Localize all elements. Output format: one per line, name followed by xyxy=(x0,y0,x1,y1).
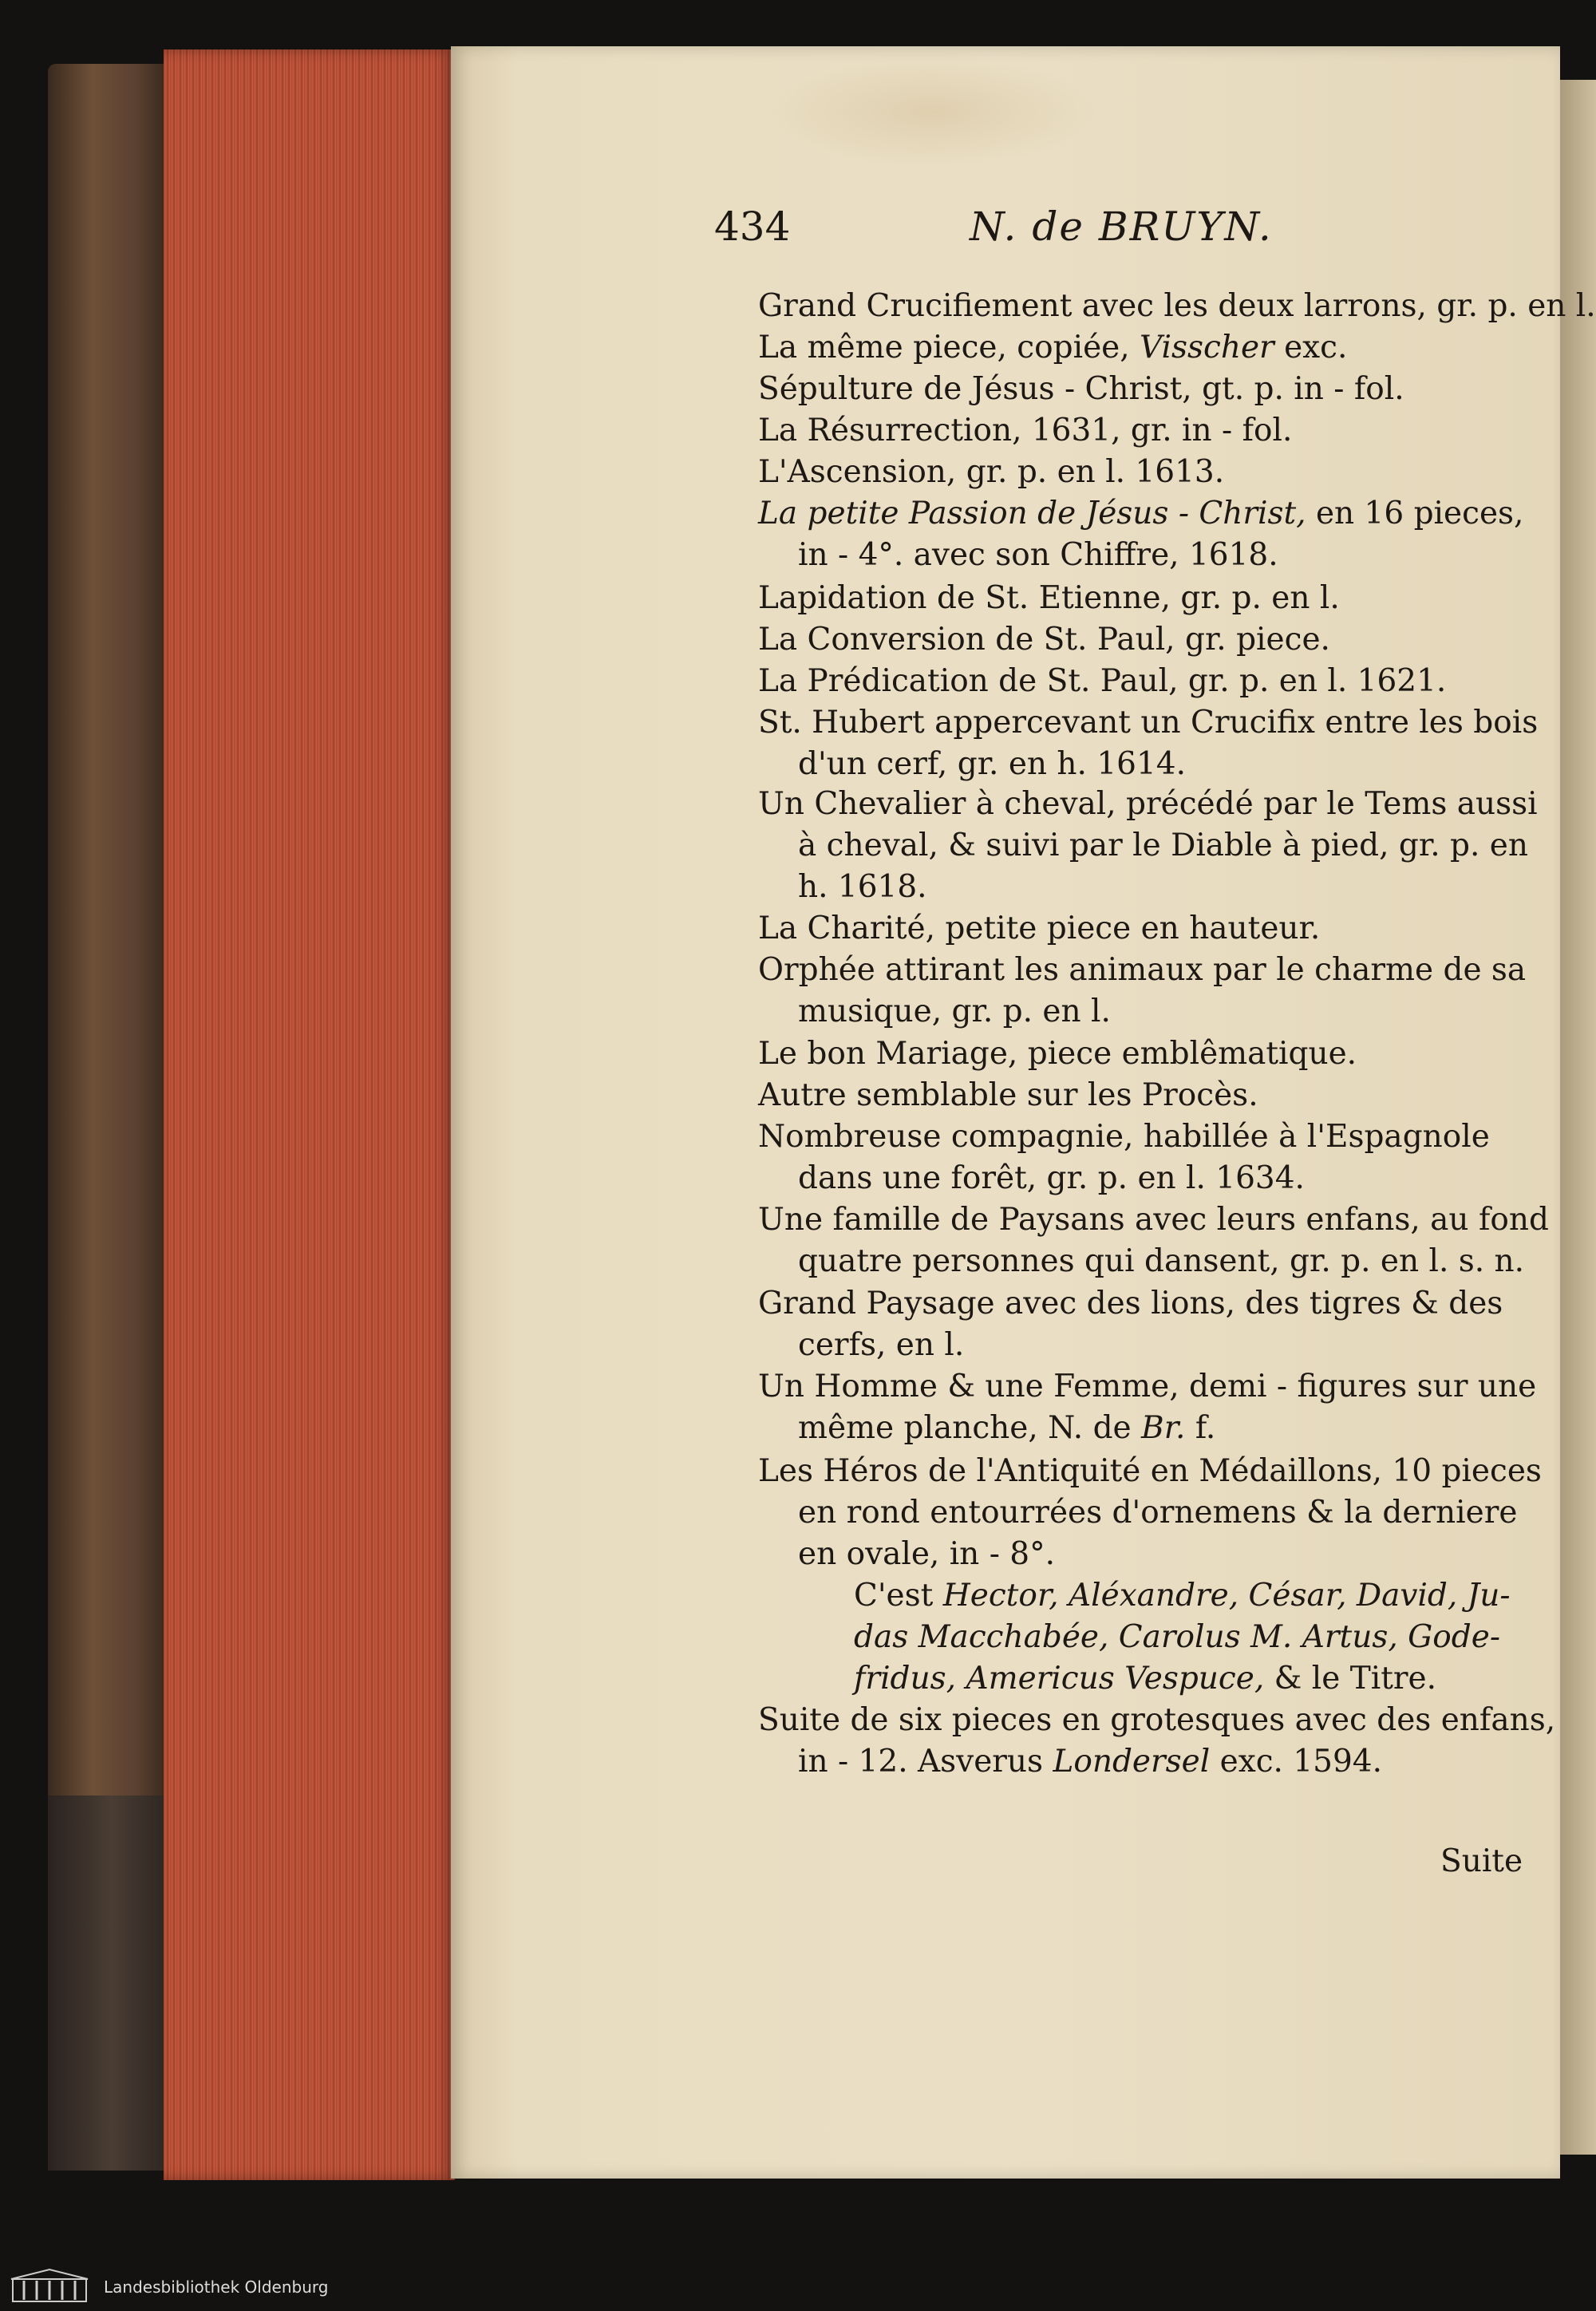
italic-segment: fridus, Americus Vespuce, xyxy=(854,1661,1265,1697)
text-segment: exc. xyxy=(1274,330,1348,365)
catalogue-entry xyxy=(758,702,1539,785)
text-segment: La Conversion de St. Paul, gr. piece. xyxy=(758,622,1330,658)
text-segment: Une famille de Paysans avec leurs enfans, au fond xyxy=(758,1202,1549,1238)
text-segment: Orphée attirant les animaux par le charme de sa xyxy=(758,952,1527,988)
catalogue-entry xyxy=(758,950,1527,1033)
text-segment: in - 12. Asverus xyxy=(798,1744,1053,1780)
entry-line xyxy=(758,1366,1537,1408)
text-segment: h. 1618. xyxy=(798,869,927,905)
catchword: Suite xyxy=(1440,1843,1523,1879)
text-segment: f. xyxy=(1185,1410,1216,1446)
entry-line xyxy=(758,1283,1524,1325)
italic-segment: Visscher xyxy=(1140,330,1274,365)
catalogue-entry xyxy=(758,1199,1549,1282)
text-segment: Nombreuse compagnie, habillée à l'Espagnole xyxy=(758,1119,1490,1155)
entry-line xyxy=(758,1325,1524,1366)
entry-line xyxy=(758,286,1596,327)
entry-line xyxy=(758,1700,1556,1741)
entry-line xyxy=(758,1741,1524,1783)
entry-line xyxy=(758,1451,1542,1492)
text-segment: en rond entourrées d'ornemens & la derniere xyxy=(798,1495,1518,1531)
text-segment: Le bon Mariage, piece emblêmatique. xyxy=(758,1036,1357,1072)
text-segment: & le Titre. xyxy=(1264,1661,1436,1697)
text-segment: quatre personnes qui dansent, gr. p. en l. s. n. xyxy=(798,1243,1525,1279)
catalogue-entry xyxy=(758,452,1524,493)
text-segment: Grand Paysage avec des lions, des tigres & des xyxy=(758,1286,1503,1321)
entry-line xyxy=(758,493,1524,535)
book-cover-band xyxy=(48,1795,176,2171)
text-segment: C'est xyxy=(854,1578,943,1614)
catalogue-entry xyxy=(758,661,1524,702)
text-segment: à cheval, & suivi par le Diable à pied, gr. p. en xyxy=(798,828,1528,863)
entry-line xyxy=(758,702,1539,744)
entry-line xyxy=(758,1033,1524,1075)
text-segment: Grand Crucifiement avec les deux larrons, gr. p. en l. xyxy=(758,288,1596,324)
text-segment: L'Ascension, gr. p. en l. 1613. xyxy=(758,454,1225,490)
catalogue-entry xyxy=(758,327,1524,369)
italic-segment: das Macchabée, Carolus M. Artus, Gode- xyxy=(854,1619,1500,1655)
italic-segment: Londersel xyxy=(1053,1744,1211,1780)
text-segment: in - 4°. avec son Chiffre, 1618. xyxy=(798,537,1278,573)
catalogue-entry xyxy=(758,369,1524,410)
entry-line xyxy=(758,1492,1524,1534)
catalogue-entry xyxy=(758,908,1524,950)
entry-line xyxy=(758,535,1524,576)
catalogue-entry xyxy=(758,493,1524,576)
text-segment: La Résurrection, 1631, gr. in - fol. xyxy=(758,413,1293,448)
entry-line xyxy=(758,1199,1549,1241)
entry-line xyxy=(758,369,1524,410)
text-segment: dans une forêt, gr. p. en l. 1634. xyxy=(798,1160,1305,1196)
catalogue-entry xyxy=(758,1283,1524,1366)
entry-line xyxy=(758,1658,1524,1700)
entry-line xyxy=(758,784,1538,825)
catalogue-entry xyxy=(758,410,1524,452)
entry-line xyxy=(758,1617,1524,1658)
text-segment: Sépulture de Jésus - Christ, gt. p. in - fol. xyxy=(758,371,1404,407)
entry-line xyxy=(758,619,1524,661)
entry-line xyxy=(758,1075,1524,1116)
catalogue-entry xyxy=(758,578,1524,619)
text-segment: Suite de six pieces en grotesques avec des enfans, xyxy=(758,1702,1556,1738)
text-segment: Les Héros de l'Antiquité en Médaillons, 10 pieces xyxy=(758,1453,1542,1489)
entry-line xyxy=(758,825,1528,867)
text-segment: en 16 pieces, xyxy=(1306,496,1524,531)
catalogue-entry xyxy=(758,286,1596,327)
catalogue-entry xyxy=(758,619,1524,661)
catalogue-entry xyxy=(758,1451,1542,1700)
text-segment: cerfs, en l. xyxy=(798,1327,965,1363)
page-number: 434 xyxy=(714,203,791,250)
italic-segment: Br. xyxy=(1141,1410,1186,1446)
running-title: N. de BRUYN. xyxy=(970,203,1273,250)
text-segment: Un Chevalier à cheval, précédé par le Tems aussi xyxy=(758,786,1538,822)
entry-line xyxy=(758,452,1524,493)
entry-line xyxy=(758,410,1524,452)
catalogue-entry xyxy=(758,1366,1537,1449)
text-segment: La Charité, petite piece en hauteur. xyxy=(758,911,1321,946)
catalogue-entry xyxy=(758,1700,1556,1783)
entry-line xyxy=(758,867,1524,908)
entry-line xyxy=(758,1241,1524,1282)
italic-segment: La petite Passion de Jésus - Christ, xyxy=(758,496,1306,531)
entry-line xyxy=(758,908,1524,950)
entry-line xyxy=(758,578,1524,619)
library-building-icon xyxy=(10,2268,89,2305)
entry-line xyxy=(758,1575,1524,1617)
text-segment: Lapidation de St. Etienne, gr. p. en l. xyxy=(758,580,1340,616)
text-segment: d'un cerf, gr. en h. 1614. xyxy=(798,746,1186,782)
text-segment: Un Homme & une Femme, demi - figures sur une xyxy=(758,1369,1537,1404)
catalogue-entry xyxy=(758,1033,1524,1075)
facing-page-edge xyxy=(1556,80,1596,2155)
text-segment: musique, gr. p. en l. xyxy=(798,994,1111,1029)
entry-line xyxy=(758,744,1524,785)
entry-line xyxy=(758,1408,1524,1449)
library-name: Landesbibliothek Oldenburg xyxy=(104,2277,329,2297)
text-segment: exc. 1594. xyxy=(1210,1744,1382,1780)
catalogue-entry xyxy=(758,784,1538,908)
paper-stain xyxy=(766,56,1101,168)
catalogue-entry xyxy=(758,1116,1524,1199)
text-segment: en ovale, in - 8°. xyxy=(798,1536,1055,1572)
text-segment: St. Hubert appercevant un Crucifix entre les bois xyxy=(758,705,1539,741)
entry-line xyxy=(758,1158,1524,1199)
entry-line xyxy=(758,950,1527,991)
entry-line xyxy=(758,1116,1524,1158)
text-segment: La Prédication de St. Paul, gr. p. en l. 1621. xyxy=(758,663,1447,699)
entry-line xyxy=(758,1534,1524,1575)
text-segment: Autre semblable sur les Procès. xyxy=(758,1077,1258,1113)
catalogue-entry xyxy=(758,1075,1524,1116)
text-segment: La même piece, copiée, xyxy=(758,330,1140,365)
entry-line xyxy=(758,327,1524,369)
page-edges xyxy=(164,49,455,2180)
entry-line xyxy=(758,661,1524,702)
text-segment: même planche, N. de xyxy=(798,1410,1142,1446)
entry-line xyxy=(758,991,1524,1033)
italic-segment: Hector, Aléxandre, César, David, Ju- xyxy=(942,1578,1511,1614)
